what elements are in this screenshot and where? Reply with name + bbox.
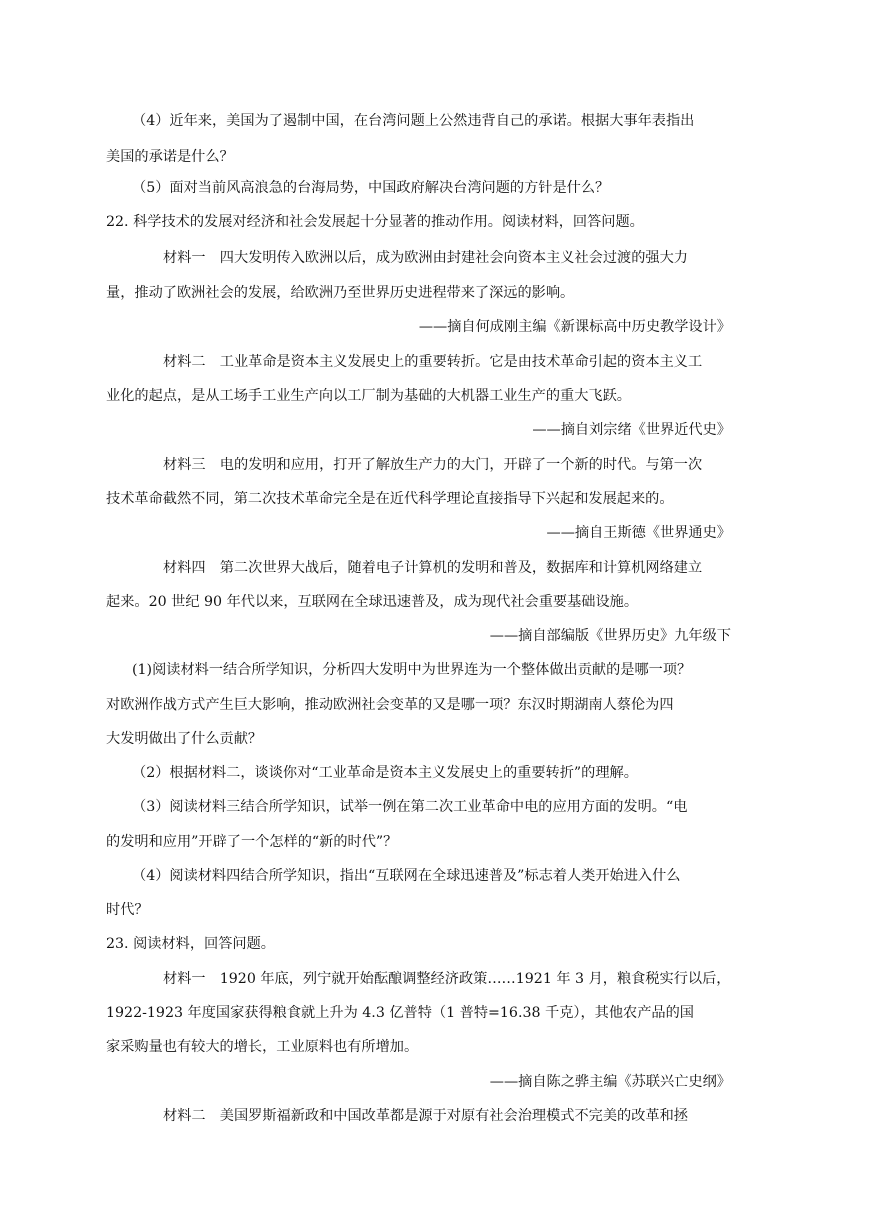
question-21-4-line-1: （4）近年来，美国为了遏制中国，在台湾问题上公然违背自己的承诺。根据大事年表指出 — [132, 113, 695, 129]
material-1-line-1: 材料一 四大发明传入欧洲以后，成为欧洲由封建社会向资本主义社会过渡的强大力 — [163, 250, 688, 266]
material-2-line-1: 材料二 工业革命是资本主义发展史上的重要转折。它是由技术革命引起的资本主义工 — [163, 354, 703, 370]
question-22-heading: 22. 科学技术的发展对经济和社会发展起十分显著的推动作用。阅读材料，回答问题。 — [106, 214, 644, 230]
material-4-line-1: 材料四 第二次世界大战后，随着电子计算机的发明和普及，数据库和计算机网络建立 — [163, 560, 703, 576]
question-22-1-line-1: (1)阅读材料一结合所学知识，分析四大发明中为世界连为一个整体做出贡献的是哪一项？ — [132, 662, 692, 678]
question-23-heading: 23. 阅读材料，回答问题。 — [106, 936, 275, 952]
question-22-3-line-2: 的发明和应用”开辟了一个怎样的“新的时代”？ — [106, 834, 398, 850]
question-22-4-line-1: （4）阅读材料四结合所学知识，指出“互联网在全球迅速普及”标志着人类开始进入什么 — [132, 868, 681, 884]
question-21-5: （5）面对当前风高浪急的台海局势，中国政府解决台湾问题的方针是什么？ — [132, 180, 610, 196]
question-22-3-line-1: （3）阅读材料三结合所学知识，试举一例在第二次工业革命中电的应用方面的发明。“电 — [132, 799, 688, 815]
question-22-1-line-3: 大发明做出了什么贡献？ — [106, 731, 263, 747]
q23-material-1-line-2: 1922-1923 年度国家获得粮食就上升为 4.3 亿普特（1 普特=16.38 千克），其他农产品的国 — [106, 1005, 694, 1021]
material-3-line-2: 技术革命截然不同，第二次技术革命完全是在近代科学理论直接指导下兴起和发展起来的。 — [106, 491, 674, 507]
q23-material-2-line-1: 材料二 美国罗斯福新政和中国改革都是源于对原有社会治理模式不完美的改革和拯 — [163, 1108, 688, 1124]
material-3-source: ——摘自王斯德《世界通史》 — [546, 525, 731, 541]
material-4-source: ——摘自部编版《世界历史》九年级下 — [489, 628, 731, 644]
material-1-line-2: 量，推动了欧洲社会的发展，给欧洲乃至世界历史进程带来了深远的影响。 — [106, 285, 575, 301]
question-22-4-line-2: 时代？ — [106, 902, 149, 918]
question-22-2: （2）根据材料二，谈谈你对“工业革命是资本主义发展史上的重要转折”的理解。 — [132, 765, 638, 781]
material-4-line-2: 起来。20 世纪 90 年代以来，互联网在全球迅速普及，成为现代社会重要基础设施。 — [106, 594, 639, 610]
q23-material-1-line-3: 家采购量也有较大的增长，工业原料也有所增加。 — [106, 1039, 419, 1055]
material-2-line-2: 业化的起点，是从工场手工业生产向以工厂制为基础的大机器工业生产的重大飞跃。 — [106, 388, 631, 404]
material-1-source: ——摘自何成刚主编《新课标高中历史教学设计》 — [418, 319, 731, 335]
material-3-line-1: 材料三 电的发明和应用，打开了解放生产力的大门，开辟了一个新的时代。与第一次 — [163, 457, 703, 473]
question-22-1-line-2: 对欧洲作战方式产生巨大影响，推动欧洲社会变革的又是哪一项？东汉时期湖南人蔡伦为四 — [106, 697, 674, 713]
question-21-4-line-2: 美国的承诺是什么？ — [106, 149, 234, 165]
q23-material-1-line-1: 材料一 1920 年底，列宁就开始酝酿调整经济政策……1921 年 3 月，粮食税实行以后， — [163, 971, 731, 987]
material-2-source: ——摘自刘宗绪《世界近代史》 — [532, 422, 731, 438]
q23-material-1-source: ——摘自陈之骅主编《苏联兴亡史纲》 — [489, 1074, 731, 1090]
